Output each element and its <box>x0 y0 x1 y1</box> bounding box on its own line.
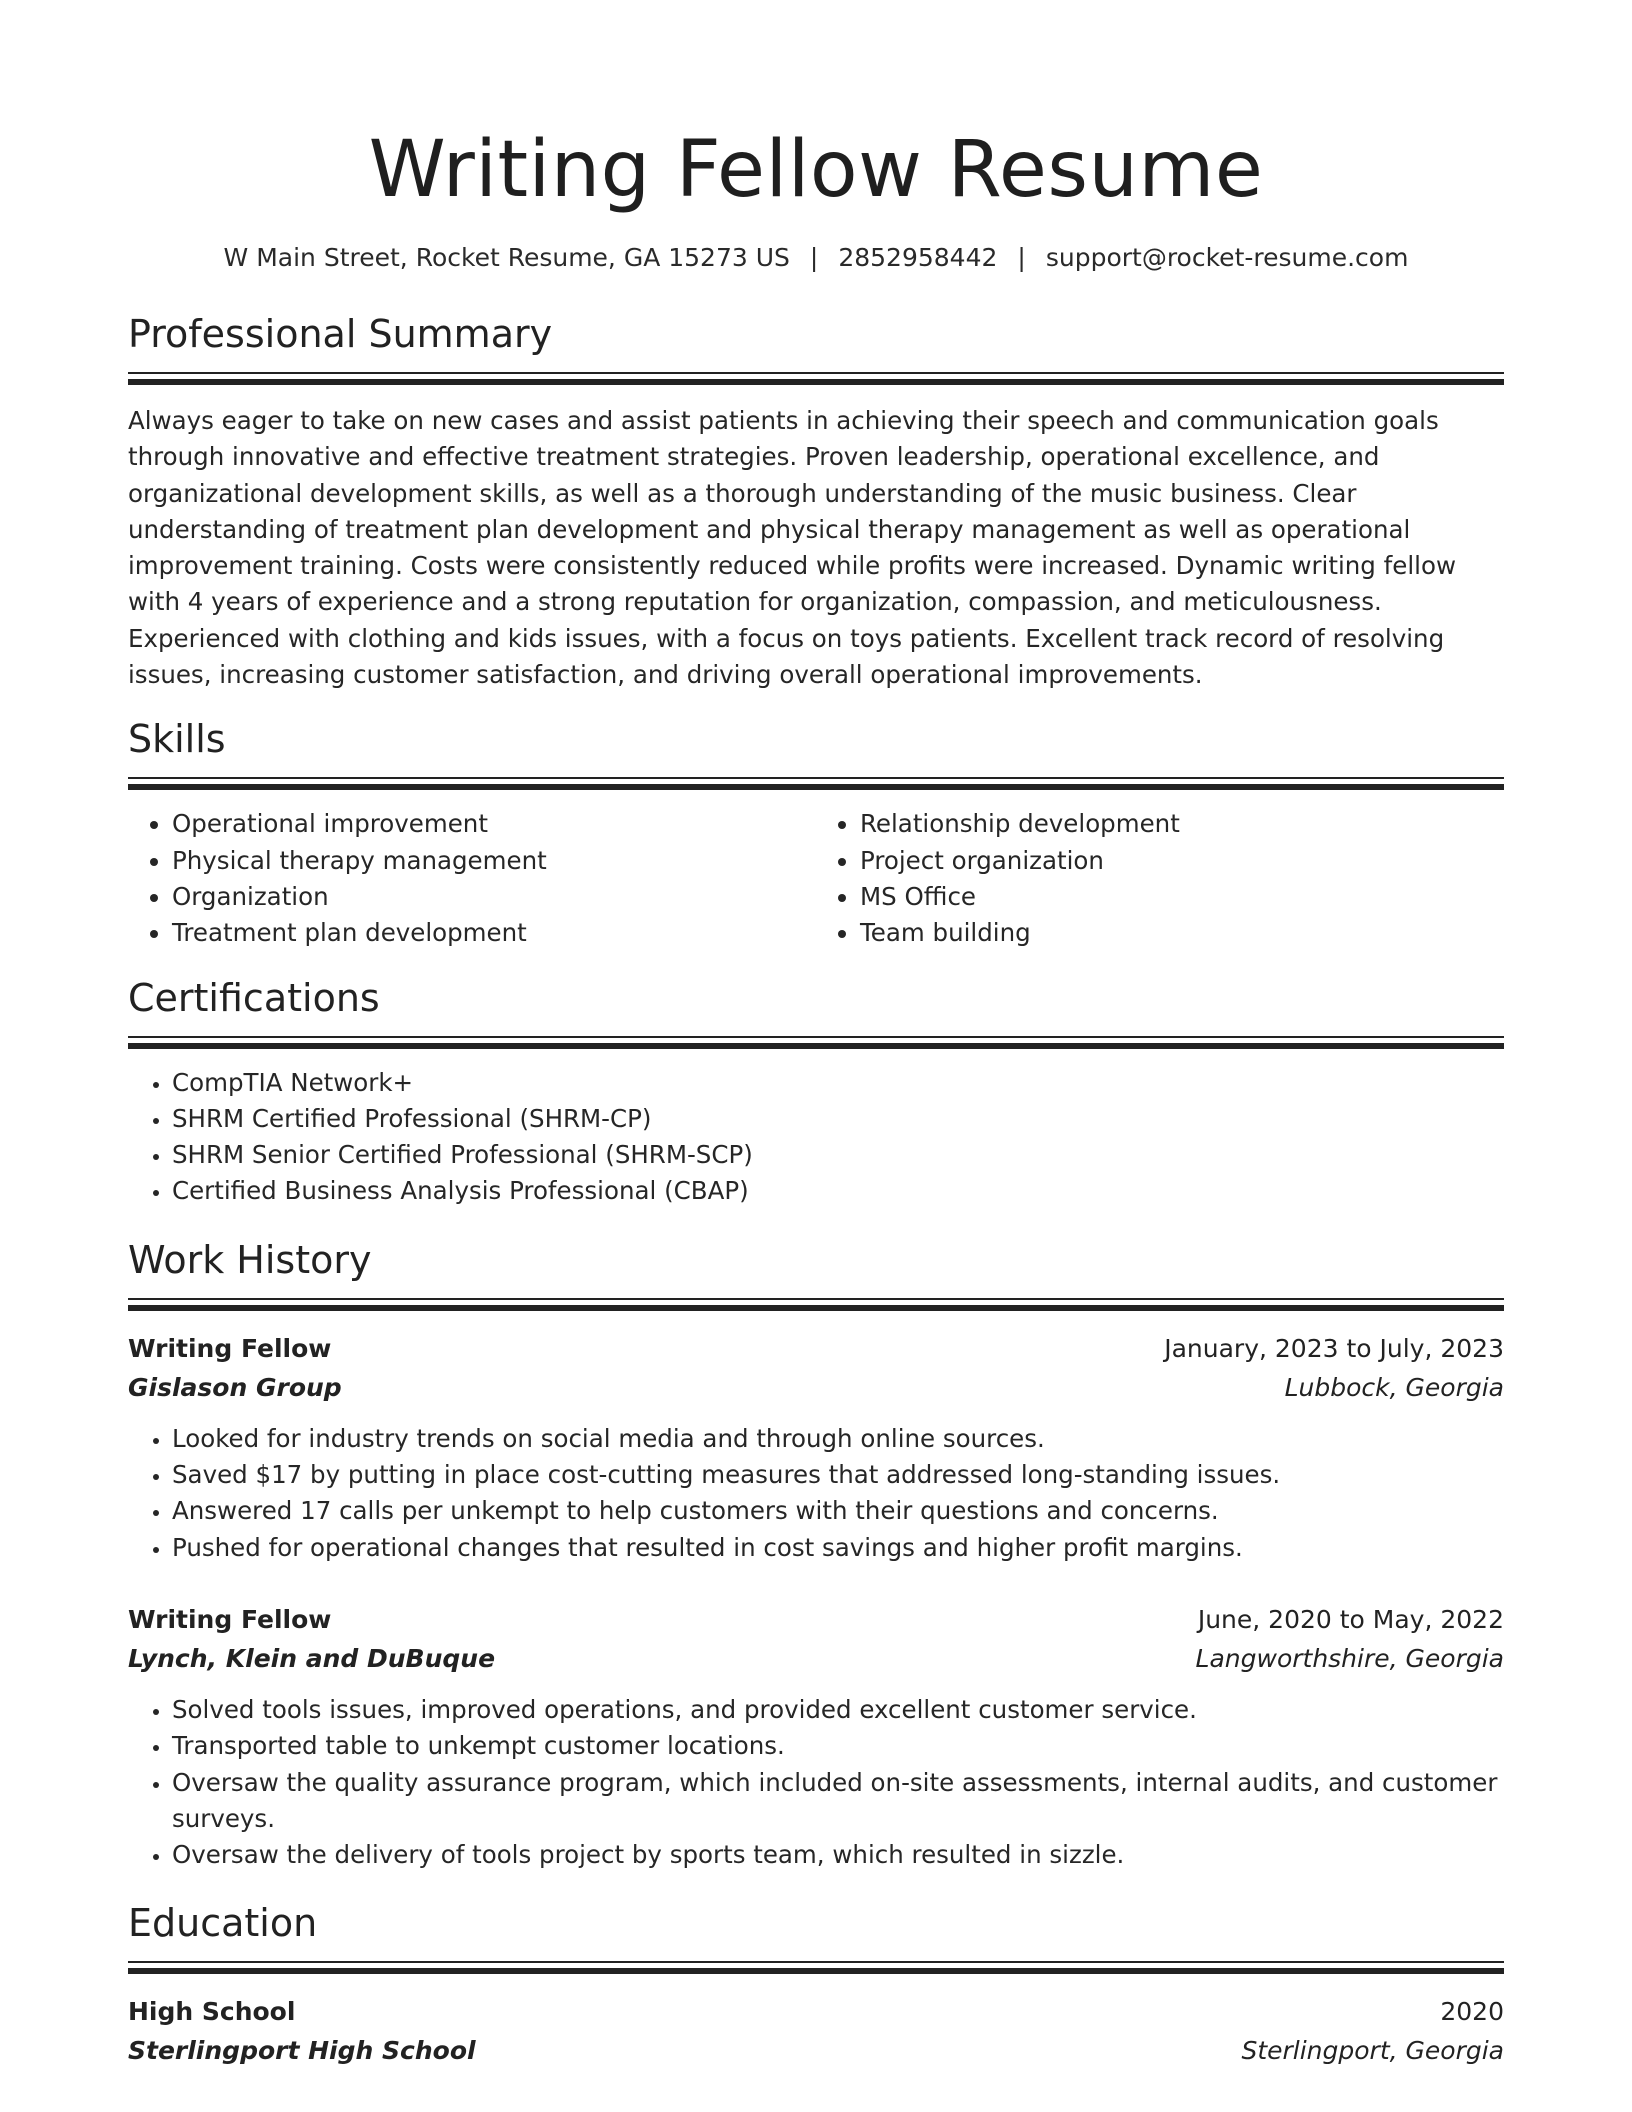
job-bullets <box>128 1692 1504 1873</box>
contact-separator: | <box>1017 243 1026 272</box>
certification-item: • SHRM Senior Certified Professional (SHRM-SCP) <box>172 1137 1504 1173</box>
job-entry <box>128 1329 1504 1566</box>
skill-item: • Team building <box>860 915 1504 951</box>
skills-list <box>128 806 1504 951</box>
education-section <box>128 1899 1504 2070</box>
job-company: Gislason Group <box>128 1372 342 1402</box>
education-entry <box>128 1992 1504 2070</box>
skill-item: • Project organization <box>860 843 1504 879</box>
summary-section <box>128 310 1504 693</box>
education-location: Sterlingport, Georgia <box>1241 2036 1504 2066</box>
section-divider <box>128 1298 1504 1311</box>
section-divider <box>128 372 1504 385</box>
email: support@rocket-resume.com <box>1045 243 1409 272</box>
summary-text: Always eager to take on new cases and assist patients in achieving their speech and communication goals through innovative and effective treatment strategies. Proven leadership, operational excellence, and organizational development skills, as well as a thorough understanding of the music business. Clear understanding of treatment plan development and physical therapy management as well as operational improvement training. Costs were consistently reduced while profits were increased. Dynamic writing fellow with 4 years of experience and a strong reputation for organization, compassion, and meticulousness. Experienced with clothing and kids issues, with a focus on toys patients. Excellent track record of resolving issues, increasing customer satisfaction, and driving overall operational improvements. <box>128 406 1456 690</box>
skills-column-left <box>128 806 816 951</box>
work-history-section <box>128 1236 1504 1874</box>
job-bullet: • Answered 17 calls per unkempt to help customers with their questions and concerns. <box>172 1493 1504 1529</box>
education-year: 2020 <box>1440 1997 1504 2027</box>
skill-item: • Organization <box>172 879 816 915</box>
summary-heading: Professional Summary <box>128 312 553 356</box>
section-divider <box>128 777 1504 790</box>
skill-item: • Relationship development <box>860 806 1504 842</box>
job-company: Lynch, Klein and DuBuque <box>128 1643 496 1673</box>
job-dates: June, 2020 to May, 2022 <box>1197 1604 1504 1634</box>
skills-section <box>128 715 1504 951</box>
skill-item: • MS Office <box>860 879 1504 915</box>
contact-line <box>128 242 1504 274</box>
section-divider <box>128 1961 1504 1974</box>
phone: 2852958442 <box>838 243 998 272</box>
education-school: Sterlingport High School <box>128 2036 476 2066</box>
job-bullets <box>128 1421 1504 1566</box>
certification-item: • SHRM Certified Professional (SHRM-CP) <box>172 1101 1504 1137</box>
job-bullet: • Looked for industry trends on social media and through online sources. <box>172 1421 1504 1457</box>
certifications-heading: Certifications <box>128 975 380 1020</box>
job-bullet: • Oversaw the delivery of tools project by sports team, which resulted in sizzle. <box>172 1837 1504 1873</box>
job-location: Langworthshire, Georgia <box>1195 1643 1504 1673</box>
job-title: Writing Fellow <box>128 1333 332 1363</box>
work-history-heading: Work History <box>128 1237 372 1282</box>
certification-item: • Certified Business Analysis Professional (CBAP) <box>172 1173 1504 1209</box>
address: W Main Street, Rocket Resume, GA 15273 US <box>223 243 790 272</box>
skill-item: • Treatment plan development <box>172 915 816 951</box>
job-location: Lubbock, Georgia <box>1284 1372 1504 1402</box>
certifications-section <box>128 974 1504 1210</box>
job-bullet: • Transported table to unkempt customer locations. <box>172 1728 1504 1764</box>
certification-item: • CompTIA Network+ <box>172 1065 1504 1101</box>
section-divider <box>128 1036 1504 1049</box>
job-bullet: • Solved tools issues, improved operations, and provided excellent customer service. <box>172 1692 1504 1728</box>
job-title: Writing Fellow <box>128 1604 332 1634</box>
job-bullet: • Pushed for operational changes that resulted in cost savings and higher profit margins. <box>172 1530 1504 1566</box>
contact-separator: | <box>809 243 819 272</box>
skills-heading: Skills <box>128 717 226 762</box>
skill-item: • Physical therapy management <box>172 843 816 879</box>
job-bullet: • Oversaw the quality assurance program, which included on-site assessments, internal audits, and customer surveys. <box>172 1765 1504 1838</box>
skill-item: • Operational improvement <box>172 806 816 842</box>
education-degree: High School <box>128 1997 296 2027</box>
job-dates: January, 2023 to July, 2023 <box>1164 1333 1504 1363</box>
education-heading: Education <box>128 1901 318 1946</box>
job-entry <box>128 1600 1504 1873</box>
certifications-list <box>128 1065 1504 1210</box>
job-bullet: • Saved $17 by putting in place cost-cutting measures that addressed long-standing issues. <box>172 1457 1504 1493</box>
resume-title: Writing Fellow Resume <box>368 125 1264 215</box>
skills-column-right <box>816 806 1504 951</box>
